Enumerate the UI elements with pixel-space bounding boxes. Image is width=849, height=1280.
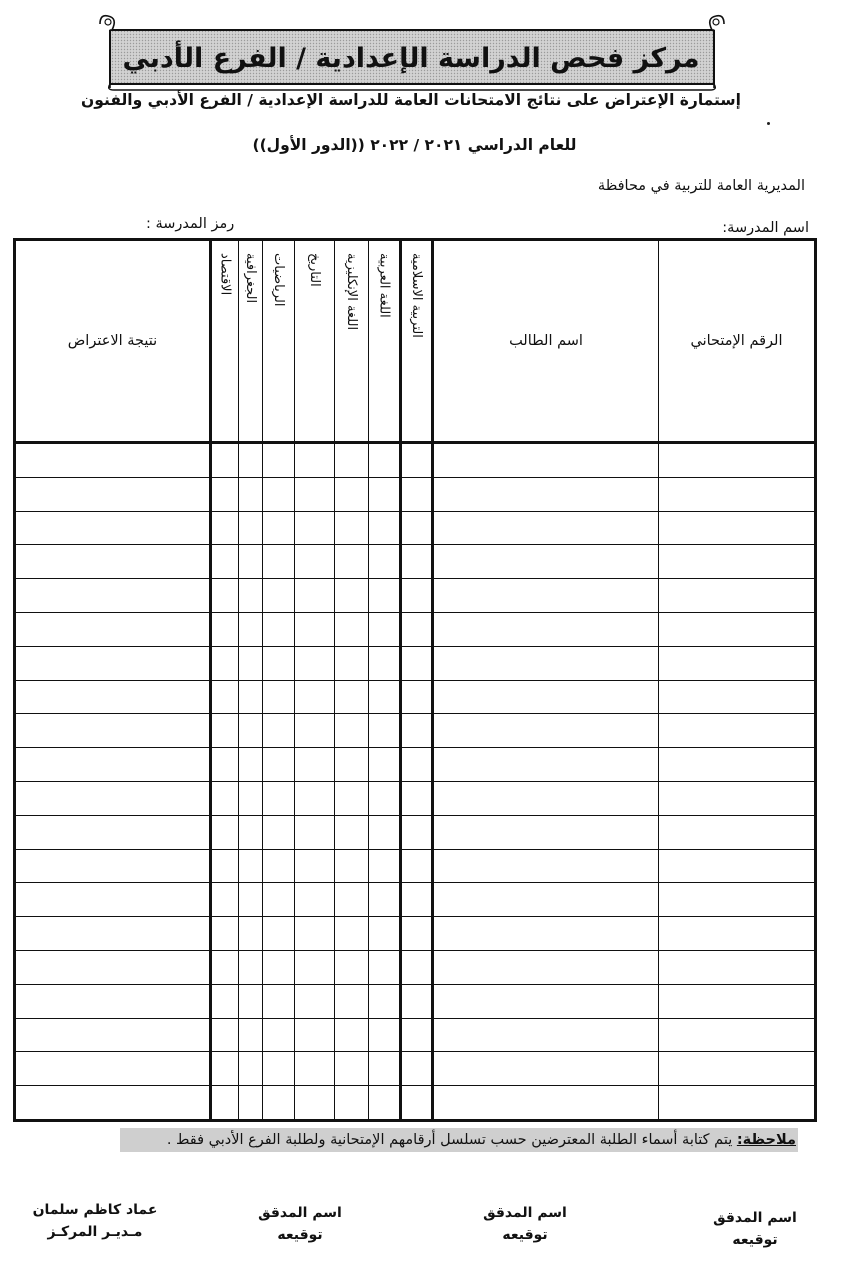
table-row (15, 646, 816, 680)
history-cell[interactable] (295, 950, 335, 984)
arabic-cell[interactable] (369, 883, 401, 917)
auditor-sign-label: توقيعه (277, 1227, 323, 1243)
result-cell[interactable] (15, 849, 211, 883)
auditor-name-label: اسم المدقق (483, 1205, 567, 1221)
auditor-name-label: اسم المدقق (713, 1210, 797, 1226)
islamic-cell[interactable] (401, 1052, 433, 1086)
title-banner (96, 12, 728, 92)
geography-cell[interactable] (239, 1018, 263, 1052)
english-cell[interactable] (335, 545, 369, 579)
stray-dot (767, 122, 770, 125)
math-cell[interactable] (263, 579, 295, 613)
header-student-name: اسم الطالب (433, 240, 659, 443)
economics-cell[interactable] (211, 984, 239, 1018)
english-cell[interactable] (335, 477, 369, 511)
academic-year: للعام الدراسي ٢٠٢١ / ٢٠٢٢ ((الدور الأول)) (252, 136, 577, 154)
geography-cell[interactable] (239, 545, 263, 579)
english-cell[interactable] (335, 1018, 369, 1052)
director-signature (20, 1199, 170, 1243)
islamic-cell[interactable] (401, 579, 433, 613)
director-title: مـديـر المركـز (47, 1224, 143, 1240)
auditor-signature-2 (470, 1202, 580, 1246)
math-cell[interactable] (263, 984, 295, 1018)
arabic-cell[interactable] (369, 984, 401, 1018)
math-cell[interactable] (263, 781, 295, 815)
english-cell[interactable] (335, 511, 369, 545)
student-name-cell[interactable] (433, 579, 659, 613)
english-cell[interactable] (335, 917, 369, 951)
islamic-cell[interactable] (401, 545, 433, 579)
table-row (15, 545, 816, 579)
student-name-cell[interactable] (433, 477, 659, 511)
geography-cell[interactable] (239, 883, 263, 917)
student-name-cell[interactable] (433, 984, 659, 1018)
table-row (15, 613, 816, 647)
table-row (15, 950, 816, 984)
student-name-cell[interactable] (433, 1086, 659, 1121)
islamic-cell[interactable] (401, 680, 433, 714)
table-row (15, 511, 816, 545)
student-name-cell[interactable] (433, 781, 659, 815)
header-exam-number: الرقم الإمتحاني (659, 240, 816, 443)
table-row (15, 579, 816, 613)
table-row (15, 849, 816, 883)
math-cell[interactable] (263, 815, 295, 849)
exam-number-cell[interactable] (659, 1052, 816, 1086)
geography-cell[interactable] (239, 984, 263, 1018)
geography-cell[interactable] (239, 646, 263, 680)
table-row (15, 815, 816, 849)
student-name-cell[interactable] (433, 1052, 659, 1086)
history-cell[interactable] (295, 545, 335, 579)
table-header (15, 240, 816, 443)
result-cell[interactable] (15, 883, 211, 917)
arabic-cell[interactable] (369, 714, 401, 748)
history-cell[interactable] (295, 1018, 335, 1052)
exam-number-cell[interactable] (659, 781, 816, 815)
economics-cell[interactable] (211, 950, 239, 984)
student-name-cell[interactable] (433, 883, 659, 917)
arabic-cell[interactable] (369, 781, 401, 815)
student-name-cell[interactable] (433, 1018, 659, 1052)
exam-number-cell[interactable] (659, 511, 816, 545)
exam-number-cell[interactable] (659, 477, 816, 511)
math-cell[interactable] (263, 646, 295, 680)
table-row (15, 917, 816, 951)
result-cell[interactable] (15, 714, 211, 748)
history-cell[interactable] (295, 917, 335, 951)
math-cell[interactable] (263, 883, 295, 917)
economics-cell[interactable] (211, 815, 239, 849)
director-name: عماد كاظم سلمان (32, 1202, 158, 1218)
math-cell[interactable] (263, 613, 295, 647)
header-subject-geography: الجغرافية (239, 240, 263, 443)
islamic-cell[interactable] (401, 1086, 433, 1121)
economics-cell[interactable] (211, 1052, 239, 1086)
history-cell[interactable] (295, 1086, 335, 1121)
geography-cell[interactable] (239, 714, 263, 748)
geography-cell[interactable] (239, 950, 263, 984)
arabic-cell[interactable] (369, 748, 401, 782)
directorate-field[interactable]: المديرية العامة للتربية في محافظة (597, 178, 805, 194)
history-cell[interactable] (295, 680, 335, 714)
english-cell[interactable] (335, 613, 369, 647)
history-cell[interactable] (295, 984, 335, 1018)
arabic-cell[interactable] (369, 477, 401, 511)
arabic-cell[interactable] (369, 815, 401, 849)
islamic-cell[interactable] (401, 748, 433, 782)
result-cell[interactable] (15, 815, 211, 849)
auditor-sign-label: توقيعه (732, 1232, 778, 1248)
economics-cell[interactable] (211, 781, 239, 815)
arabic-cell[interactable] (369, 849, 401, 883)
arabic-cell[interactable] (369, 545, 401, 579)
economics-cell[interactable] (211, 714, 239, 748)
header-subject-islamic: التربية الاسلامية (401, 240, 433, 443)
history-cell[interactable] (295, 883, 335, 917)
economics-cell[interactable] (211, 1018, 239, 1052)
table-row (15, 714, 816, 748)
header-objection-result: نتيجة الاعتراض (15, 240, 211, 443)
english-cell[interactable] (335, 883, 369, 917)
geography-cell[interactable] (239, 477, 263, 511)
islamic-cell[interactable] (401, 950, 433, 984)
student-name-cell[interactable] (433, 748, 659, 782)
history-cell[interactable] (295, 477, 335, 511)
arabic-cell[interactable] (369, 950, 401, 984)
geography-cell[interactable] (239, 781, 263, 815)
economics-cell[interactable] (211, 883, 239, 917)
result-cell[interactable] (15, 781, 211, 815)
math-cell[interactable] (263, 849, 295, 883)
header-subject-english: اللغة الإنكليزية (335, 240, 369, 443)
exam-number-cell[interactable] (659, 714, 816, 748)
result-cell[interactable] (15, 680, 211, 714)
arabic-cell[interactable] (369, 1052, 401, 1086)
note-banner (120, 1128, 798, 1152)
arabic-cell[interactable] (369, 1086, 401, 1121)
result-cell[interactable] (15, 443, 211, 478)
exam-number-cell[interactable] (659, 815, 816, 849)
math-cell[interactable] (263, 1086, 295, 1121)
economics-cell[interactable] (211, 613, 239, 647)
exam-number-cell[interactable] (659, 917, 816, 951)
table-body (15, 443, 816, 1121)
history-cell[interactable] (295, 613, 335, 647)
exam-number-cell[interactable] (659, 883, 816, 917)
exam-number-cell[interactable] (659, 646, 816, 680)
arabic-cell[interactable] (369, 443, 401, 478)
result-cell[interactable] (15, 1086, 211, 1121)
english-cell[interactable] (335, 1052, 369, 1086)
result-cell[interactable] (15, 579, 211, 613)
result-cell[interactable] (15, 613, 211, 647)
student-name-cell[interactable] (433, 917, 659, 951)
form-subtitle: إستمارة الإعتراض على نتائج الامتحانات العامة للدراسة الإعدادية / الفرع الأدبي والفنون (81, 91, 741, 109)
geography-cell[interactable] (239, 511, 263, 545)
islamic-cell[interactable] (401, 646, 433, 680)
exam-number-cell[interactable] (659, 579, 816, 613)
history-cell[interactable] (295, 781, 335, 815)
islamic-cell[interactable] (401, 613, 433, 647)
geography-cell[interactable] (239, 680, 263, 714)
exam-number-cell[interactable] (659, 443, 816, 478)
table-row (15, 1086, 816, 1121)
history-cell[interactable] (295, 579, 335, 613)
result-cell[interactable] (15, 950, 211, 984)
result-cell[interactable] (15, 545, 211, 579)
islamic-cell[interactable] (401, 443, 433, 478)
exam-number-cell[interactable] (659, 1018, 816, 1052)
economics-cell[interactable] (211, 646, 239, 680)
school-name-field[interactable]: اسم المدرسة: (722, 220, 809, 236)
exam-number-cell[interactable] (659, 545, 816, 579)
result-cell[interactable] (15, 1052, 211, 1086)
result-cell[interactable] (15, 917, 211, 951)
economics-cell[interactable] (211, 579, 239, 613)
result-cell[interactable] (15, 984, 211, 1018)
english-cell[interactable] (335, 646, 369, 680)
arabic-cell[interactable] (369, 511, 401, 545)
english-cell[interactable] (335, 950, 369, 984)
math-cell[interactable] (263, 477, 295, 511)
result-cell[interactable] (15, 511, 211, 545)
table-row (15, 984, 816, 1018)
header-subject-economics: الاقتصاد (211, 240, 239, 443)
student-name-cell[interactable] (433, 646, 659, 680)
math-cell[interactable] (263, 1052, 295, 1086)
auditor-sign-label: توقيعه (502, 1227, 548, 1243)
islamic-cell[interactable] (401, 477, 433, 511)
economics-cell[interactable] (211, 680, 239, 714)
exam-number-cell[interactable] (659, 1086, 816, 1121)
student-name-cell[interactable] (433, 950, 659, 984)
english-cell[interactable] (335, 815, 369, 849)
geography-cell[interactable] (239, 1086, 263, 1121)
table-row (15, 883, 816, 917)
student-name-cell[interactable] (433, 680, 659, 714)
math-cell[interactable] (263, 443, 295, 478)
english-cell[interactable] (335, 579, 369, 613)
math-cell[interactable] (263, 545, 295, 579)
note-text: يتم كتابة أسماء الطلبة المعترضين حسب تسلسل أرقامهم الإمتحانية ولطلبة الفرع الأدبي فقط . (166, 1132, 737, 1148)
history-cell[interactable] (295, 849, 335, 883)
auditor-name-label: اسم المدقق (258, 1205, 342, 1221)
result-cell[interactable] (15, 477, 211, 511)
result-cell[interactable] (15, 646, 211, 680)
note-label: ملاحظة: (736, 1132, 796, 1148)
header-subject-arabic: اللغة العربية (369, 240, 401, 443)
exam-number-cell[interactable] (659, 680, 816, 714)
header-subject-math: الرياضيات (263, 240, 295, 443)
table-row (15, 1052, 816, 1086)
table-row (15, 443, 816, 478)
student-name-cell[interactable] (433, 714, 659, 748)
table-row (15, 680, 816, 714)
islamic-cell[interactable] (401, 1018, 433, 1052)
arabic-cell[interactable] (369, 613, 401, 647)
arabic-cell[interactable] (369, 646, 401, 680)
math-cell[interactable] (263, 748, 295, 782)
history-cell[interactable] (295, 443, 335, 478)
exam-number-cell[interactable] (659, 849, 816, 883)
economics-cell[interactable] (211, 917, 239, 951)
arabic-cell[interactable] (369, 579, 401, 613)
geography-cell[interactable] (239, 579, 263, 613)
english-cell[interactable] (335, 849, 369, 883)
table-row (15, 748, 816, 782)
history-cell[interactable] (295, 714, 335, 748)
result-cell[interactable] (15, 748, 211, 782)
geography-cell[interactable] (239, 748, 263, 782)
economics-cell[interactable] (211, 748, 239, 782)
table-row (15, 477, 816, 511)
math-cell[interactable] (263, 680, 295, 714)
economics-cell[interactable] (211, 849, 239, 883)
economics-cell[interactable] (211, 511, 239, 545)
english-cell[interactable] (335, 1086, 369, 1121)
geography-cell[interactable] (239, 917, 263, 951)
exam-number-cell[interactable] (659, 950, 816, 984)
math-cell[interactable] (263, 714, 295, 748)
islamic-cell[interactable] (401, 815, 433, 849)
economics-cell[interactable] (211, 443, 239, 478)
header-subject-history: التاريخ (295, 240, 335, 443)
english-cell[interactable] (335, 984, 369, 1018)
english-cell[interactable] (335, 714, 369, 748)
islamic-cell[interactable] (401, 883, 433, 917)
student-name-cell[interactable] (433, 613, 659, 647)
math-cell[interactable] (263, 1018, 295, 1052)
history-cell[interactable] (295, 1052, 335, 1086)
result-cell[interactable] (15, 1018, 211, 1052)
geography-cell[interactable] (239, 1052, 263, 1086)
geography-cell[interactable] (239, 815, 263, 849)
auditor-signature-1 (700, 1207, 810, 1251)
geography-cell[interactable] (239, 613, 263, 647)
islamic-cell[interactable] (401, 917, 433, 951)
student-name-cell[interactable] (433, 511, 659, 545)
islamic-cell[interactable] (401, 781, 433, 815)
economics-cell[interactable] (211, 545, 239, 579)
islamic-cell[interactable] (401, 511, 433, 545)
geography-cell[interactable] (239, 443, 263, 478)
student-name-cell[interactable] (433, 849, 659, 883)
english-cell[interactable] (335, 443, 369, 478)
history-cell[interactable] (295, 748, 335, 782)
history-cell[interactable] (295, 511, 335, 545)
islamic-cell[interactable] (401, 714, 433, 748)
english-cell[interactable] (335, 748, 369, 782)
english-cell[interactable] (335, 680, 369, 714)
student-name-cell[interactable] (433, 815, 659, 849)
arabic-cell[interactable] (369, 917, 401, 951)
history-cell[interactable] (295, 815, 335, 849)
arabic-cell[interactable] (369, 680, 401, 714)
math-cell[interactable] (263, 511, 295, 545)
banner-title: مركز فحص الدراسة الإعدادية / الفرع الأدبي (122, 43, 700, 74)
economics-cell[interactable] (211, 477, 239, 511)
islamic-cell[interactable] (401, 849, 433, 883)
history-cell[interactable] (295, 646, 335, 680)
auditor-signature-3 (245, 1202, 355, 1246)
math-cell[interactable] (263, 950, 295, 984)
arabic-cell[interactable] (369, 1018, 401, 1052)
student-name-cell[interactable] (433, 443, 659, 478)
economics-cell[interactable] (211, 1086, 239, 1121)
table-row (15, 1018, 816, 1052)
math-cell[interactable] (263, 917, 295, 951)
objection-table (13, 238, 817, 1122)
exam-number-cell[interactable] (659, 984, 816, 1018)
islamic-cell[interactable] (401, 984, 433, 1018)
english-cell[interactable] (335, 781, 369, 815)
student-name-cell[interactable] (433, 545, 659, 579)
exam-number-cell[interactable] (659, 748, 816, 782)
school-code-field[interactable]: رمز المدرسة : (146, 216, 235, 232)
table-row (15, 781, 816, 815)
exam-number-cell[interactable] (659, 613, 816, 647)
geography-cell[interactable] (239, 849, 263, 883)
